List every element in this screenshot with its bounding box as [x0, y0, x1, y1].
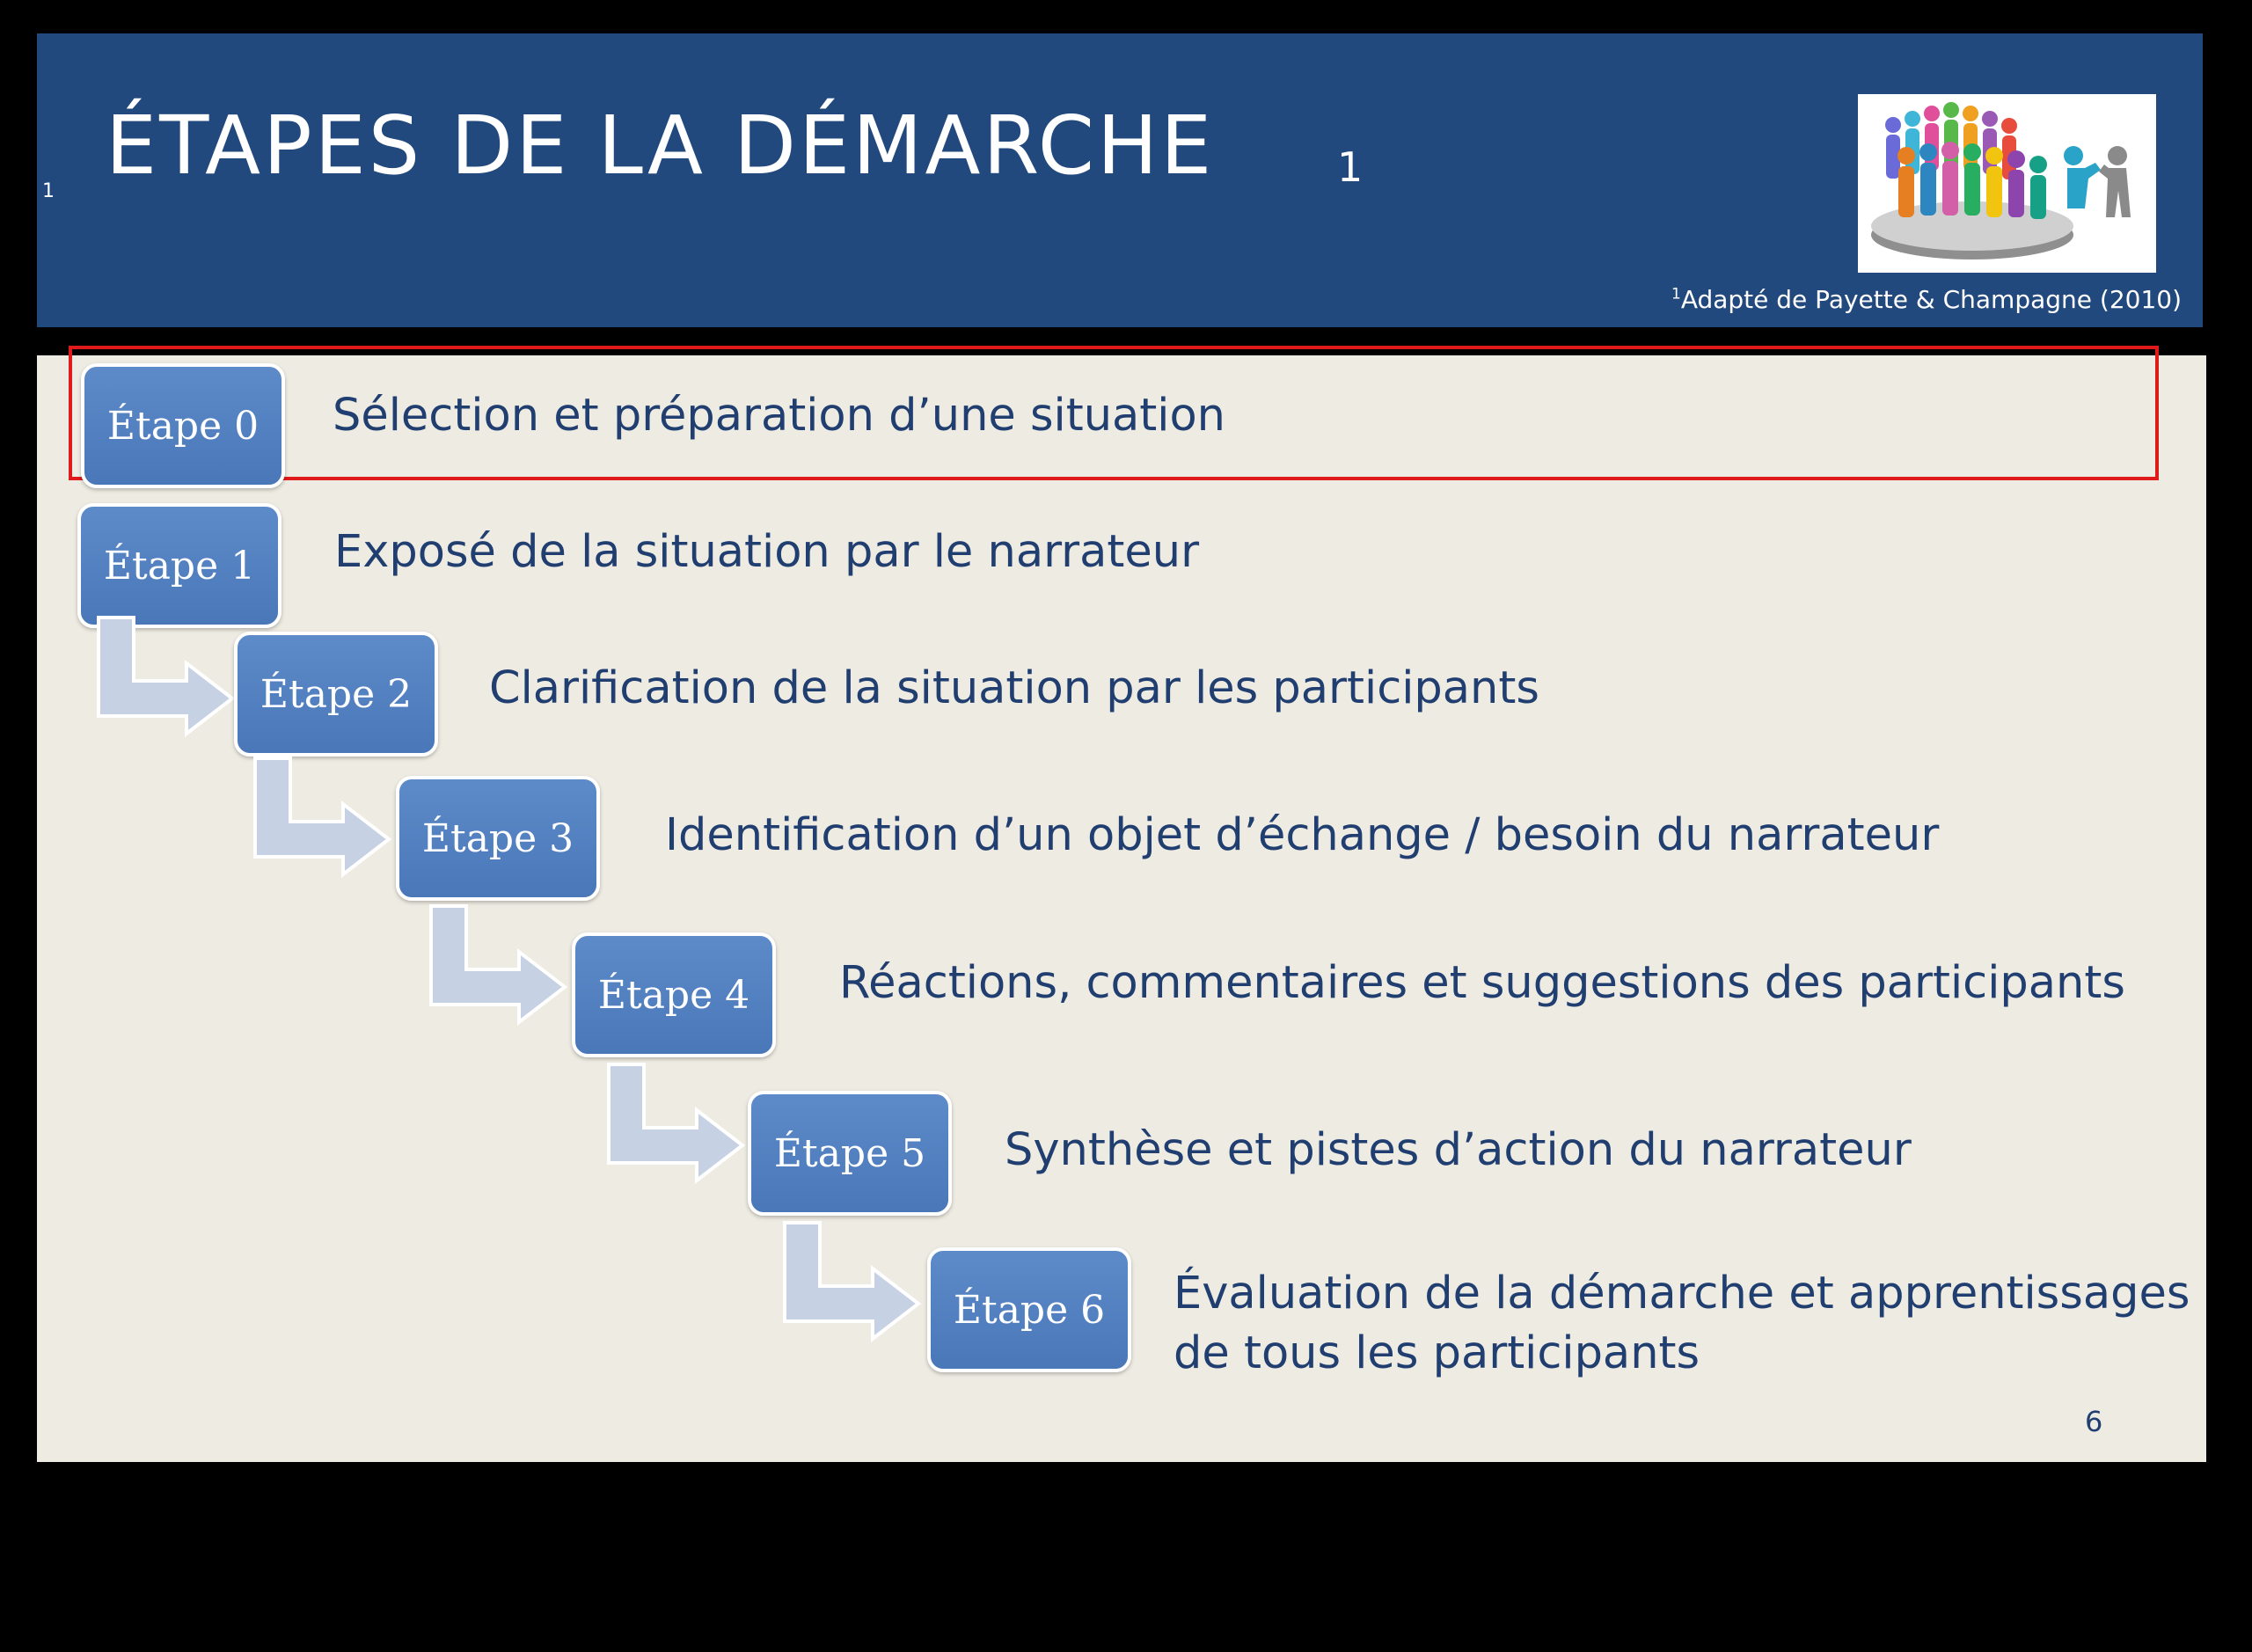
slide-page-number: 6 [2085, 1405, 2103, 1438]
step-4-description: Réactions, commentaires et suggestions des participants [839, 957, 2125, 1009]
step-3-box: Étape 3 [396, 776, 600, 901]
source-text: Adapté de Payette & Champagne (2010) [1680, 285, 2182, 314]
step-3-description: Identification d’un objet d’échange / besoin du narrateur [665, 809, 1940, 861]
step-4-to-5-arrow-icon [605, 1064, 746, 1188]
slide-title: ÉTAPES DE LA DÉMARCHE [106, 99, 1215, 193]
step-1-description: Exposé de la situation par le narrateur [334, 526, 1200, 578]
source-footnote-marker: 1 [1671, 285, 1681, 303]
step-6-box: Étape 6 [927, 1247, 1131, 1372]
step-2-to-3-arrow-icon [252, 758, 392, 881]
step-1-box: Étape 1 [77, 503, 282, 628]
step-3-to-4-arrow-icon [428, 906, 568, 1029]
people-group-icon [1858, 94, 2156, 273]
step-0-description: Sélection et préparation d’une situation [333, 390, 1225, 442]
step-2-box: Étape 2 [234, 632, 438, 757]
step-2-description: Clarification de la situation par les participants [489, 662, 1539, 714]
title-footnote-marker: 1 [1337, 143, 1364, 191]
step-5-description: Synthèse et pistes d’action du narrateur [1005, 1124, 1912, 1176]
step-5-to-6-arrow-icon [781, 1223, 922, 1346]
step-6-description-line1: Évaluation de la démarche et apprentissages [1174, 1268, 2190, 1319]
source-citation [1671, 285, 2182, 314]
step-0-box: Étape 0 [81, 363, 285, 488]
step-6-description [1174, 1264, 2190, 1384]
people-group-illustration [1858, 94, 2156, 273]
step-6-description-line2: de tous les participants [1174, 1327, 1700, 1379]
step-4-box: Étape 4 [572, 932, 776, 1057]
step-1-to-2-arrow-icon [95, 618, 236, 741]
step-5-box: Étape 5 [748, 1091, 952, 1216]
side-marker: 1 [42, 180, 55, 202]
